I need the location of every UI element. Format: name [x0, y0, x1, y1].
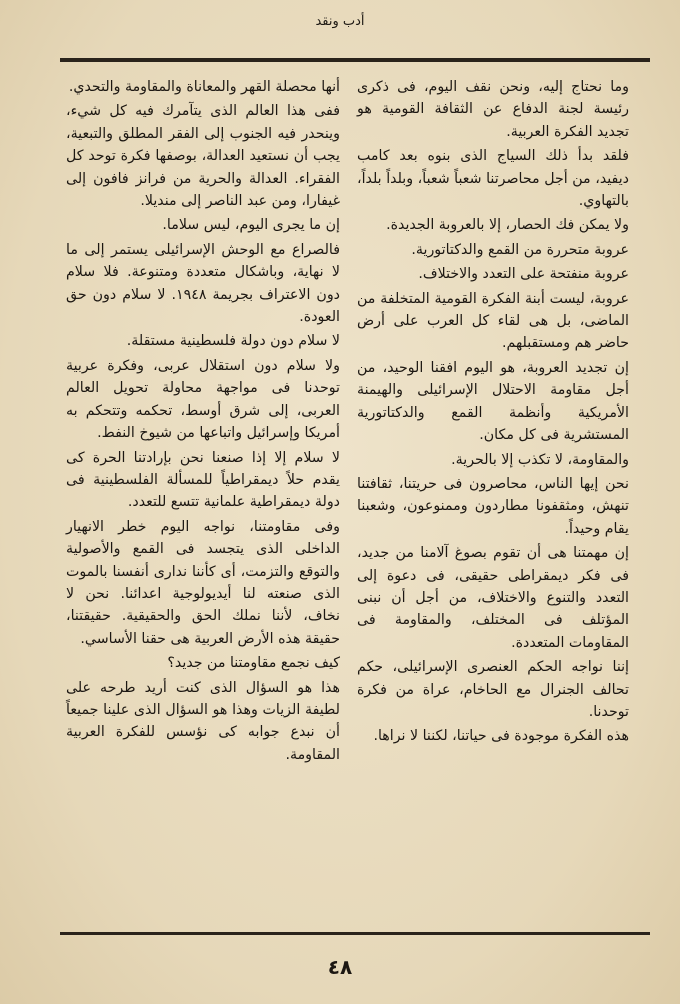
- paragraph: نحن إيها الناس، محاصرون فى حريتنا، ثقافتنا تنهش، ومثقفونا مطاردون وممنوعون، وشعبنا يقام وحيداً.: [357, 475, 629, 537]
- paragraph: وفى مقاومتنا، نواجه اليوم خطر الانهيار الداخلى الذى يتجسد فى القمع والأصولية والتوقع والتزمت، أى كأننا ندارى أنفسنا بالموت الذى صنعته لنا أيديولوجية اعدائنا. نحن لا نخاف، لأننا نملك الحق والحقيقية. حقيقتنا، حقيقة هذه الأرض العربية هى حقنا الأساسي.: [66, 518, 340, 647]
- paragraph: عروبة منفتحة على التعدد والاختلاف.: [418, 266, 629, 283]
- header-rule: [60, 58, 650, 62]
- paragraph: ولا سلام دون استقلال عربى، وفكرة عربية توحدنا فى مواجهة محاولة تحويل العالم العربى، إلى شرق أوسط، تحكمه وتتحكم به أمريكا وإسرائيل واتباعها من شيوخ النفط.: [66, 357, 340, 442]
- paragraph: عروبة، ليست أبنة الفكرة القومية المتخلفة من الماضى، بل هى لقاء كل العرب على أرض حاضر هم ومستقبلهم.: [357, 290, 629, 352]
- paragraph: لا سلام دون دولة فلسطينية مستقلة.: [126, 333, 340, 350]
- paragraph: كيف نجمع مقاومتنا من جديد؟: [167, 655, 340, 672]
- paragraph: وما نحتاج إليه، ونحن نقف اليوم، فى ذكرى رئيسة لجنة الدفاع عن الثقافة القومية هو تجديد الفكرة العربية.: [357, 79, 629, 140]
- page-number: ٤٨: [327, 955, 353, 979]
- paragraph: إن تجديد العروبة، هو اليوم افقنا الوحيد، من أجل مقاومة الاحتلال الإسرائيلى والهيمنة الأمريكية وأنظمة القمع والدكتاتورية المستشرية فى كل مكان.: [357, 359, 629, 444]
- paragraph: لا سلام إلا إذا صنعنا نحن بإرادتنا الحرة كى يقدم حلاً ديمقراطياً للمسألة الفلسطينية فى دولة ديمقراطية علمانية تتسع للتعدد.: [66, 449, 340, 511]
- footer-rule: [60, 932, 650, 935]
- section-header: أدب ونقد: [315, 14, 365, 29]
- paragraph: ولا يمكن فك الحصار، إلا بالعروبة الجديدة.: [386, 217, 629, 234]
- paragraph: والمقاومة، لا تكذب إلا بالحرية.: [451, 451, 629, 468]
- left-column: [66, 76, 340, 768]
- paragraph: ففى هذا العالم الذى يتآمرك فيه كل شيء، وينحدر فيه الجنوب إلى الفقر المطلق والتبعية، يجب أن نستعيد العدالة، بوصفها فكرة توحد كل الفقراء. العدالة والحرية من فرانز فافون إلى غيفارا، ومن عبد الناصر إلى منديلا.: [66, 103, 340, 210]
- paragraph: إن ما يجرى اليوم، ليس سلاما.: [162, 217, 340, 234]
- right-column: [357, 76, 629, 750]
- paragraph: هذه الفكرة موجودة فى حياتنا، لكننا لا نراها.: [373, 728, 629, 745]
- paragraph: فلقد بدأ ذلك السياج الذى بنوه بعد كامب ديفيد، من أجل محاصرتنا شعباً شعباً، وبلداً بلداً، بالتهاوي.: [357, 148, 629, 210]
- paragraph: أنها محصلة القهر والمعاناة والمقاومة والتحدي.: [68, 79, 340, 95]
- paragraph: إن مهمتنا هى أن تقوم بصوغ آلامنا من جديد، فى فكر ديمقراطى حقيقى، فى دعوة إلى التعدد والتنوع والاختلاف، من أجل أن نبنى المؤتلف فى المختلف، والمقاومة فى المقاومات المتعددة.: [357, 545, 629, 651]
- paragraph: هذا هو السؤال الذى كنت أريد طرحه على لطيفة الزيات وهذا هو السؤال الذى علينا جميعاً أن نبدع جوابه كى نؤسس للفكرة العربية المقاومة.: [66, 679, 340, 763]
- paragraph: عروبة متحررة من القمع والدكتاتورية.: [411, 241, 629, 258]
- paragraph: إننا نواجه الحكم العنصرى الإسرائيلى، حكم تحالف الجنرال مع الحاخام، عراة من فكرة توحدنا.: [357, 659, 629, 720]
- paragraph: فالصراع مع الوحش الإسرائيلى يستمر إلى ما لا نهاية، وباشكال متعددة ومتنوعة. فلا سلام دون الاعتراف بجريمة ١٩٤٨. لا سلام دون حق العودة.: [66, 241, 340, 326]
